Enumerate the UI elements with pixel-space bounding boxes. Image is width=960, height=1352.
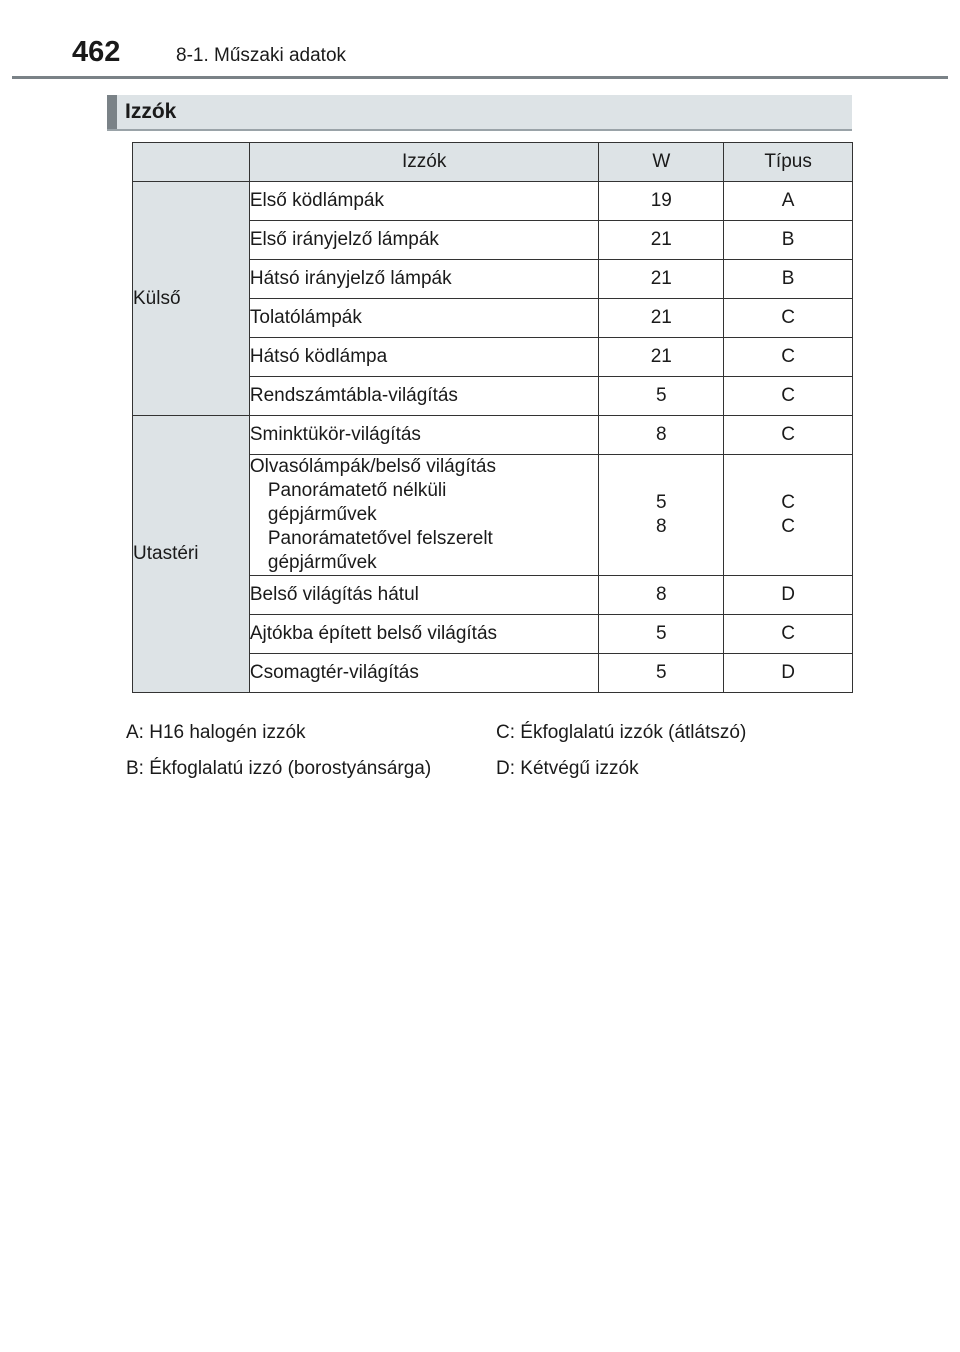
bulb-variant-line: Panorámatetővel felszerelt bbox=[267, 528, 493, 549]
bulb-type: D bbox=[724, 654, 853, 693]
bulb-name: Hátsó irányjelző lámpák bbox=[249, 260, 599, 299]
section-heading bbox=[107, 95, 852, 131]
bulb-watt: 21 bbox=[599, 338, 724, 377]
bulb-watt: 5 bbox=[599, 377, 724, 416]
bulb-type: C bbox=[781, 492, 795, 513]
bulb-variant-line: gépjárművek bbox=[267, 552, 377, 573]
bulb-name: Belső világítás hátul bbox=[249, 576, 599, 615]
bulb-type: B bbox=[724, 260, 853, 299]
header-cell-watt: W bbox=[599, 143, 724, 182]
bulb-type: B bbox=[724, 221, 853, 260]
legend-b: B: Ékfoglalatú izzó (borostyánsárga) bbox=[126, 758, 432, 779]
header-rule bbox=[12, 76, 948, 79]
section-title: Izzók bbox=[125, 100, 177, 123]
bulb-watt: 5 bbox=[599, 615, 724, 654]
bulb-watt: 5 bbox=[656, 492, 667, 513]
bulb-watt: 5 bbox=[599, 654, 724, 693]
bulb-name: Olvasólámpák/belső világítás bbox=[249, 456, 496, 477]
bulb-name-multi bbox=[249, 455, 599, 576]
legend-c: C: Ékfoglalatú izzók (átlátszó) bbox=[496, 722, 747, 743]
bulb-watt: 21 bbox=[599, 260, 724, 299]
header-cell-type: Típus bbox=[724, 143, 853, 182]
bulb-type: C bbox=[724, 377, 853, 416]
bulb-type: C bbox=[724, 299, 853, 338]
bulb-variant-line: gépjárművek bbox=[267, 504, 377, 525]
bulb-type: A bbox=[724, 182, 853, 221]
bulb-name: Első ködlámpák bbox=[249, 182, 599, 221]
bulb-watt: 8 bbox=[599, 576, 724, 615]
bulb-name: Csomagtér-világítás bbox=[249, 654, 599, 693]
page-number: 462 bbox=[72, 36, 121, 68]
bulb-watt: 19 bbox=[599, 182, 724, 221]
bulb-type-multi bbox=[724, 455, 853, 576]
bulb-type: C bbox=[781, 516, 795, 537]
header-cell-group bbox=[133, 143, 250, 182]
bulb-type: C bbox=[724, 338, 853, 377]
bulb-name: Ajtókba épített belső világítás bbox=[249, 615, 599, 654]
bulb-name: Sminktükör-világítás bbox=[249, 416, 599, 455]
bulb-type: C bbox=[724, 416, 853, 455]
bulb-variant-line: Panorámatető nélküli bbox=[267, 480, 447, 501]
bulb-type: D bbox=[724, 576, 853, 615]
bulb-watt: 8 bbox=[656, 516, 667, 537]
legend-d: D: Kétvégű izzók bbox=[496, 758, 639, 779]
chapter-title: 8-1. Műszaki adatok bbox=[176, 45, 347, 66]
table-header-row bbox=[133, 143, 853, 182]
bulb-name: Első irányjelző lámpák bbox=[249, 221, 599, 260]
section-accent bbox=[107, 95, 117, 129]
bulb-watt: 21 bbox=[599, 299, 724, 338]
bulb-watt: 8 bbox=[599, 416, 724, 455]
group-label-interior: Utastéri bbox=[133, 416, 250, 693]
bulb-type: C bbox=[724, 615, 853, 654]
bulb-name: Hátsó ködlámpa bbox=[249, 338, 599, 377]
bulb-watt-multi bbox=[599, 455, 724, 576]
bulb-table bbox=[132, 142, 853, 693]
table-row bbox=[133, 182, 853, 221]
group-label-exterior: Külső bbox=[133, 182, 250, 416]
bulb-watt: 21 bbox=[599, 221, 724, 260]
bulb-name: Tolatólámpák bbox=[249, 299, 599, 338]
table-row bbox=[133, 416, 853, 455]
bulb-name: Rendszámtábla-világítás bbox=[249, 377, 599, 416]
legend-a: A: H16 halogén izzók bbox=[126, 722, 306, 743]
header-cell-bulbs: Izzók bbox=[249, 143, 599, 182]
